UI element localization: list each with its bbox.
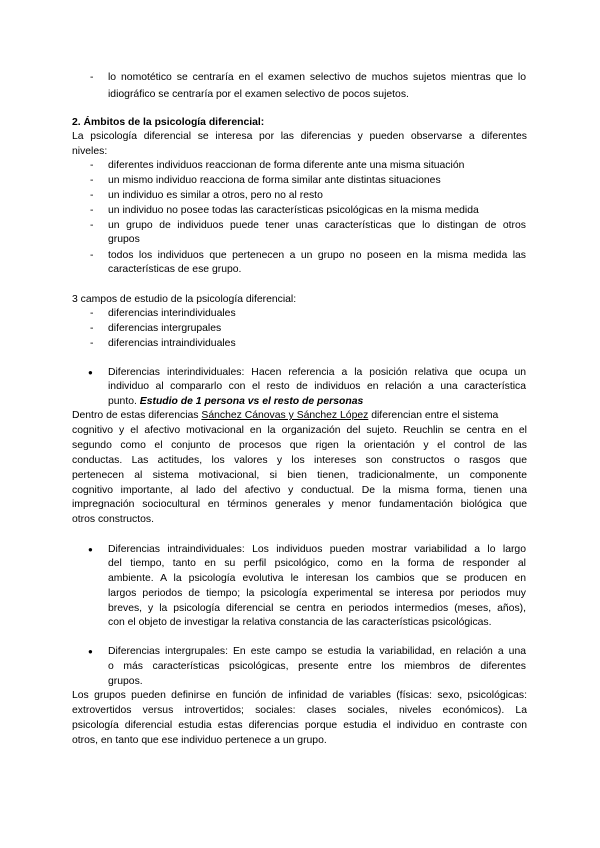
list-item-continuation: características de ese grupo.: [108, 264, 242, 275]
paragraph-line: Los grupos pueden definirse en función de infinidad de variables (físicas: sexo, psicológicas:: [72, 690, 527, 701]
section-intro-line: niveles:: [72, 146, 108, 157]
list-bullet: ●: [88, 545, 93, 554]
paragraph-line: psicología diferencial estudia estas diferencias porque estudia el individuo en contraste con: [72, 720, 527, 731]
list-item: diferencias interindividuales: [108, 308, 236, 319]
list-dash: -: [90, 250, 94, 261]
inter-line: Diferencias interindividuales: Hacen referencia a la posición relativa que ocupa un: [108, 367, 526, 378]
section-intro-line: La psicología diferencial se interesa por las diferencias y pueden observarse a diferentes: [72, 131, 527, 142]
intra-line: Diferencias intraindividuales: Los individuos pueden mostrar variabilidad a lo largo: [108, 544, 526, 555]
list-dash: -: [90, 220, 94, 231]
list-dash: -: [90, 338, 94, 349]
intro-item-line: idiográfico se centraría por el examen selectivo de pocos sujetos.: [108, 89, 409, 100]
list-bullet: ●: [88, 647, 93, 656]
list-item: un individuo es similar a otros, pero no al resto: [108, 190, 323, 201]
paragraph-line: cognitivo y el afectivo motivacional en la organización del sujeto. Reuchlin se centra en el: [72, 425, 527, 436]
campos-title: 3 campos de estudio de la psicología diferencial:: [72, 294, 297, 305]
intro-item-line: lo nomotético se centraría en el examen selectivo de muchos sujetos mientras que lo: [108, 72, 526, 83]
list-dash: -: [90, 205, 94, 216]
list-dash: -: [90, 72, 94, 83]
paragraph-line: conductas. Las actitudes, los valores y los intereses son constructos o rasgos que: [72, 455, 527, 466]
intra-line: breves, y la psicología diferencial se centra en periodos intermedios (meses, años),: [108, 603, 526, 614]
section-heading: 2. Ámbitos de la psicología diferencial:: [72, 117, 265, 128]
intra-line: del tiempo, tanto en su perfil psicológico, como en la forma de responder al: [108, 558, 526, 569]
inter-emphasis: Estudio de 1 persona vs el resto de personas: [139, 396, 364, 407]
list-bullet: ●: [88, 368, 93, 377]
intra-line: con el objeto de investigar la relativa constancia de las características psicológicas.: [108, 617, 492, 628]
list-dash: -: [90, 323, 94, 334]
interg-line: Diferencias intergrupales: En este campo se estudia la variabilidad, en relación a una: [108, 646, 526, 657]
paragraph-line: extrovertidos versus introvertidos; sociales: clases sociales, niveles económicos). La: [72, 705, 527, 716]
paragraph-line: otros, en tanto que ese individuo pertenece a un grupo.: [72, 735, 327, 746]
interg-line: o más características psicológicas, presente entre los miembros de diferentes: [108, 661, 526, 672]
list-dash: -: [90, 175, 94, 186]
paragraph-line: [72, 409, 498, 423]
paragraph-line: cognitivo importante, al lado del afectivo y conductual. De la misma forma, tienen una: [72, 485, 527, 496]
paragraph-text: diferencian entre el sistema: [368, 410, 499, 421]
list-item-continuation: grupos: [108, 234, 140, 245]
author-link[interactable]: Sánchez Cánovas y Sánchez López: [201, 410, 369, 421]
paragraph-line: impregnación sociocultural en términos generales y menor fundamentación biológica que: [72, 499, 527, 510]
list-dash: -: [90, 190, 94, 201]
paragraph-text: Dentro de estas diferencias: [72, 410, 202, 421]
inter-line: [108, 395, 363, 409]
list-item: diferentes individuos reaccionan de forma diferente ante una misma situación: [108, 160, 465, 171]
list-item: diferencias intergrupales: [108, 323, 222, 334]
list-item: un grupo de individuos puede tener unas características que lo distingan de otros: [108, 220, 526, 231]
inter-line: individuo al compararlo con el resto de individuos en relación a una característica: [108, 381, 526, 392]
list-item: un individuo no posee todas las características psicológicas en la misma medida: [108, 205, 479, 216]
inter-text: punto.: [108, 396, 140, 407]
list-dash: -: [90, 160, 94, 171]
list-dash: -: [90, 308, 94, 319]
list-item: diferencias intraindividuales: [108, 338, 236, 349]
paragraph-line: pertenecen al sistema motivacional, si bien tienen, tradicionalmente, un componente: [72, 470, 527, 481]
paragraph-line: otros constructos.: [72, 514, 155, 525]
list-item: un mismo individuo reacciona de forma similar ante distintas situaciones: [108, 175, 441, 186]
intra-line: largos periodos de tiempo; la psicología experimental se interesa por periodos muy: [108, 588, 526, 599]
interg-line: grupos.: [108, 676, 143, 687]
paragraph-line: segundo como el conjunto de procesos que rigen la orientación y el control de las: [72, 440, 527, 451]
list-item: todos los individuos que pertenecen a un grupo no poseen en la misma medida las: [108, 250, 526, 261]
intra-line: ambiente. A la psicología evolutiva le interesan los cambios que se producen en: [108, 573, 526, 584]
